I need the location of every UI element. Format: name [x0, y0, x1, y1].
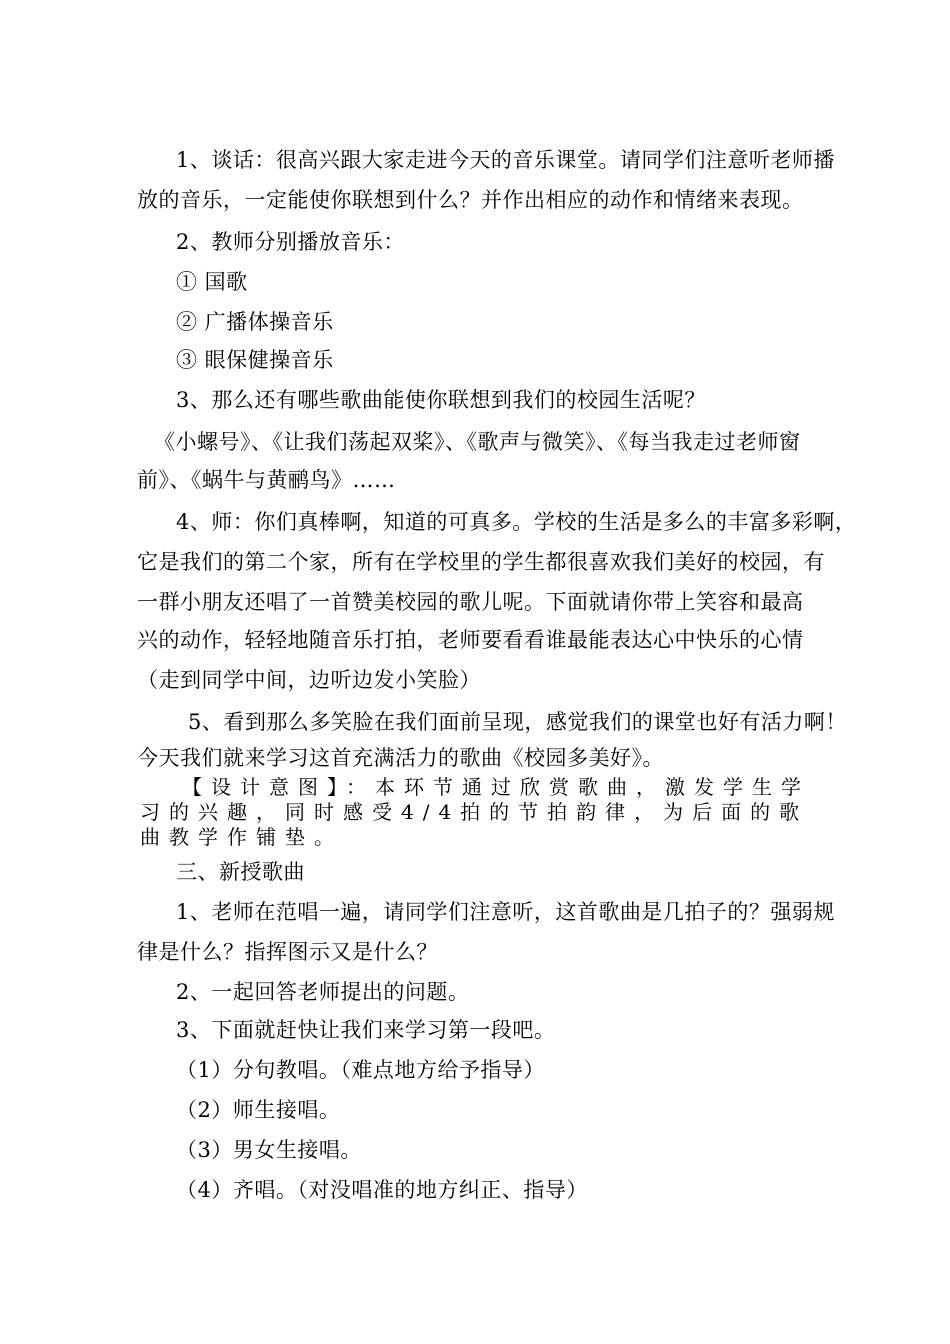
paragraph-line: 今天我们就来学习这首充满活力的歌曲《校园多美好》。	[137, 746, 664, 770]
paragraph-line: 一群小朋友还唱了一首赞美校园的歌儿呢。下面就请你带上笑容和最高	[137, 590, 804, 614]
list-item: ① 国歌	[176, 270, 248, 294]
paragraph-line: 1、谈话：很高兴跟大家走进今天的音乐课堂。请同学们注意听老师播	[176, 148, 835, 172]
list-item: （4）齐唱。（对没唱准的地方纠正、指导）	[176, 1178, 588, 1202]
paragraph-line: 律是什么？指挥图示又是什么？	[137, 940, 438, 964]
list-item: ③ 眼保健操音乐	[176, 348, 334, 372]
paragraph-line: 2、教师分别播放音乐：	[176, 230, 405, 254]
paragraph-line: 3、那么还有哪些歌曲能使你联想到我们的校园生活呢？	[176, 388, 706, 412]
paragraph-line: 放的音乐，一定能使你联想到什么？并作出相应的动作和情绪来表现。	[137, 188, 804, 212]
list-item: （3）男女生接唱。	[176, 1138, 362, 1162]
design-intent-line: 【设计意图】：本环节通过欣赏歌曲，激发学生学	[182, 775, 810, 799]
list-item: （2）师生接唱。	[176, 1098, 341, 1122]
list-item: ② 广播体操音乐	[176, 310, 334, 334]
design-intent-line: 习的兴趣，同时感受4/4拍的节拍韵律，为后面的歌	[140, 800, 809, 824]
paragraph-line: 它是我们的第二个家，所有在学校里的学生都很喜欢我们美好的校园，有	[137, 550, 825, 574]
design-intent-line: 曲教学作铺垫。	[140, 825, 343, 849]
paragraph-line: 1、老师在范唱一遍，请同学们注意听，这首歌曲是几拍子的？强弱规	[176, 900, 835, 924]
paragraph-line: 前》、《蜗牛与黄鹂鸟》……	[137, 468, 396, 492]
paragraph-line: 2、一起回答老师提出的问题。	[176, 980, 470, 1004]
paragraph-line: 3、下面就赶快让我们来学习第一段吧。	[176, 1018, 556, 1042]
list-item: （1）分句教唱。（难点地方给予指导）	[176, 1058, 545, 1082]
section-heading: 三、新授歌曲	[176, 860, 305, 884]
paragraph-line: 兴的动作，轻轻地随音乐打拍，老师要看看谁最能表达心中快乐的心情	[137, 628, 804, 652]
paragraph-line: 《小螺号》、《让我们荡起双桨》、《歌声与微笑》、《每当我走过老师窗	[154, 430, 801, 454]
paragraph-line: 5、看到那么多笑脸在我们面前呈现，感觉我们的课堂也好有活力啊！	[188, 710, 847, 734]
paragraph-line: 4、师：你们真棒啊，知道的可真多。学校的生活是多么的丰富多彩啊，	[176, 510, 857, 534]
paragraph-line: （走到同学中间，边听边发小笑脸）	[137, 668, 481, 692]
